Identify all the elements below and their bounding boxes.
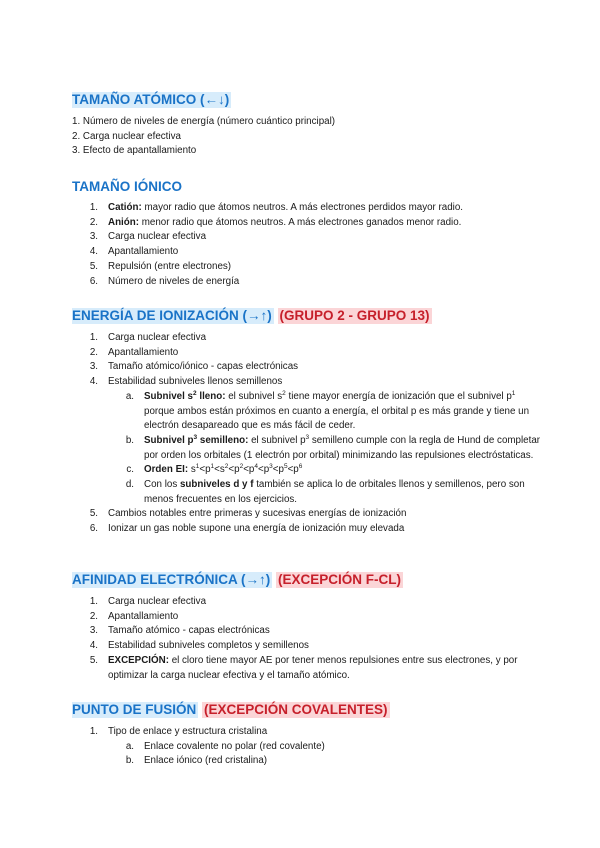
numbered-list: [72, 331, 542, 537]
section-title: AFINIDAD ELECTRÓNICA (→↑) (EXCEPCIÓN F-CL): [72, 572, 402, 587]
list-item: 1. Número de niveles de energía (número cuántico principal): [72, 116, 336, 127]
list-item: 1. Tipo de enlace y estructura cristalina a. Enlace covalente no polar (red covalente) b. Enlace iónico (red cristalina): [72, 725, 542, 769]
section-punto-fusion: [72, 700, 542, 769]
orden-ei-sequence: $s^1<p^1<s^2<p^2<p^4<p^3<p^5<p^6$: [188, 463, 303, 476]
list-item: 6. Número de niveles de energía: [89, 275, 240, 287]
list-item: 5. Cambios notables entre primeras y sucesivas energías de ionización: [89, 508, 407, 520]
sub-list-item: b. Subnivel $p^3$ semilleno: el subnivel $p^3$ semilleno cumple con la regla de Hund de completar por orden los orbitales (1 electrón por orbital) minimizando las repulsiones electróstaticas.: [125, 433, 541, 461]
sub-list-item: b. Enlace iónico (red cristalina): [125, 755, 268, 767]
list-item: 2. Apantallamiento: [89, 610, 179, 622]
sub-list-item: c. Orden EI: $s^1<p^1<s^2<p^2<p^4<p^3<p^5<p^6$: [126, 463, 303, 476]
section-tamano-atomico: [72, 90, 542, 159]
exception-badge: (GRUPO 2 - GRUPO 13): [279, 308, 430, 323]
list-item: 3. Carga nuclear efectiva: [89, 231, 207, 243]
sub-list: [72, 390, 542, 508]
sub-list-item: a. Enlace covalente no polar (red covalente): [125, 740, 325, 752]
exception-badge: (EXCEPCIÓN F-CL): [278, 572, 402, 587]
list-item: 1. Carga nuclear efectiva: [89, 596, 207, 607]
list-item: 4. Estabilidad subniveles llenos semillenos a. Subnivel $s^2$ lleno: el subnivel $s^2$ tiene mayor energía de ionización que el subnivel $p^1$ porque ambos están próximos en cuanto a energía, el orbital p es más grande y tiene un electrón desapareado que es más fácil de ceder. b. Subnivel $p^3$ semilleno: el subnivel $p^3$ semilleno cumple con la regla de Hund de completar por orden los orbitales (1 electrón por orbital) minimizando las repulsiones electróstaticas. c. Orden EI: $s^1<p^1<s^2<p^2<p^4<p^3<p^5<p^6$ d. Con los subniveles d y f también se aplica lo de orbitales llenos y semillenos, pero son menos frecuentes en los ejercicios.: [72, 375, 542, 507]
section-energia-ionizacion: [72, 306, 542, 537]
section-title: TAMAÑO ATÓMICO (←↓): [72, 92, 230, 107]
list-item: 3. Tamaño atómico/iónico - capas electrónicas: [89, 361, 299, 373]
numbered-list: [72, 725, 542, 769]
list-item: 3. Tamaño atómico - capas electrónicas: [89, 625, 270, 637]
section-afinidad-electronica: [72, 570, 542, 683]
sub-list-item: d. Con los subniveles d y f también se aplica lo de orbitales llenos y semillenos, pero son menos frecuentes en los ejercicios.: [125, 479, 525, 505]
list-item: 6. Ionizar un gas noble supone una energía de ionización muy elevada: [89, 523, 405, 535]
list-item: 1. Catión: mayor radio que átomos neutros. A más electrones perdidos mayor radio.: [89, 202, 464, 213]
sub-list: [72, 740, 542, 769]
list-item: 2. Carga nuclear efectiva: [72, 130, 181, 142]
list-item: 5. EXCEPCIÓN: el cloro tiene mayor AE por tener menos repulsiones entre sus electrones, y por optimizar la carga nuclear efectiva y el tamaño atómico.: [89, 654, 518, 681]
list-item: 5. Repulsión (entre electrones): [89, 260, 232, 272]
section-title: TAMAÑO IÓNICO: [72, 179, 182, 194]
list-item: 3. Efecto de apantallamiento: [72, 145, 197, 157]
list-item: 4. Estabilidad subniveles completos y semillenos: [89, 640, 309, 652]
exception-badge: (EXCEPCIÓN COVALENTES): [204, 702, 388, 717]
section-title: ENERGÍA DE IONIZACIÓN (→↑) (GRUPO 2 - GRUPO 13): [72, 308, 430, 323]
section-title: PUNTO DE FUSIÓN (EXCEPCIÓN COVALENTES): [72, 702, 388, 717]
list-item: 1. Carga nuclear efectiva: [89, 332, 207, 343]
sub-list-item: a. Subnivel $s^2$ lleno: el subnivel $s^2$ tiene mayor energía de ionización que el subnivel $p^1$ porque ambos están próximos en cuanto a energía, el orbital p es más grande y tiene un electrón desapareado que es más fácil de ceder.: [125, 389, 530, 432]
list-item: 2. Apantallamiento: [89, 346, 179, 358]
numbered-list: [72, 115, 542, 159]
list-item: 4. Apantallamiento: [89, 246, 179, 258]
numbered-list: [72, 595, 542, 683]
list-item: 2. Anión: menor radio que átomos neutros. A más electrones ganados menor radio.: [89, 216, 462, 228]
section-tamano-ionico: [72, 177, 542, 289]
numbered-list: [72, 201, 542, 289]
